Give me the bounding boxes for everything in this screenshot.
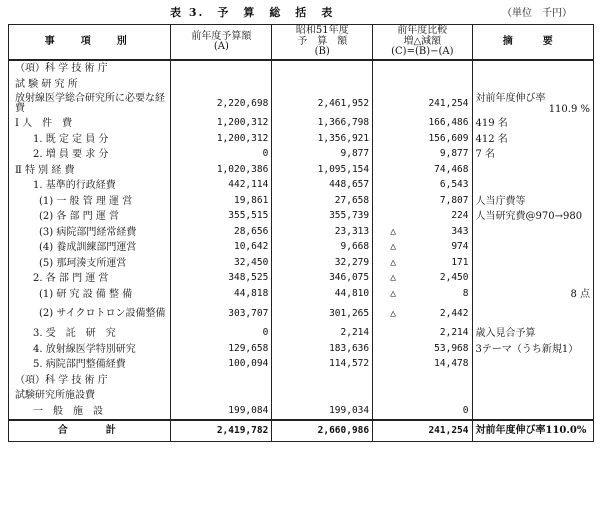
- row-prev-amount: 1,020,386: [171, 163, 272, 179]
- row-curr-amount: [272, 77, 373, 93]
- table-row: [9, 287, 594, 303]
- row-curr-amount: 23,313: [272, 225, 373, 241]
- row-diff-amount: [373, 77, 472, 93]
- row-diff-amount: [373, 178, 472, 194]
- col-header-note: 摘 要: [472, 25, 594, 61]
- row-prev-amount: [171, 388, 272, 404]
- row-prev-amount: 10,642: [171, 240, 272, 256]
- row-diff-amount: [373, 209, 472, 225]
- table-row: [9, 178, 594, 194]
- note-text: 3テーマ（うち新規1）: [475, 343, 579, 355]
- row-note: [472, 194, 594, 210]
- row-item-label: (2) 各 部 門 運 営: [9, 209, 171, 225]
- table-row: [9, 404, 594, 421]
- row-note: [472, 287, 594, 303]
- table-row: [9, 194, 594, 210]
- diff-value: 53,968: [434, 342, 469, 354]
- row-item-label: 1. 既 定 定 員 分: [9, 132, 171, 148]
- row-prev-amount: [171, 60, 272, 77]
- row-prev-amount: 199,084: [171, 404, 272, 421]
- header-row: [9, 25, 594, 61]
- note-text: 歳入見合予算: [475, 328, 536, 339]
- diff-value: 974: [451, 241, 469, 253]
- row-note: [472, 388, 594, 404]
- diff-value: 2,442: [439, 307, 469, 319]
- row-item-label: (2) サイクロトロン設備整備: [9, 302, 171, 326]
- row-prev-amount: 100,094: [171, 357, 272, 373]
- unit-label: （単位 千円）: [502, 8, 572, 19]
- diff-value: 166,486: [428, 117, 469, 129]
- row-curr-amount: 1,366,798: [272, 116, 373, 132]
- col-header-diff-line: 増△減額: [403, 35, 442, 47]
- note-text: 人当庁費等: [475, 195, 526, 207]
- row-note: [472, 116, 594, 132]
- diff-value: 241,254: [428, 97, 469, 109]
- note-count: 8 点: [570, 288, 590, 300]
- diff-value: 14,478: [434, 358, 469, 370]
- row-diff-amount: [373, 373, 472, 389]
- table-row: [9, 77, 594, 93]
- row-note: [472, 302, 594, 326]
- note-text-secondary: 110.9 %: [548, 104, 590, 115]
- table-row: [9, 302, 594, 326]
- row-note: [472, 209, 594, 225]
- row-diff-amount: [373, 357, 472, 373]
- row-note: [472, 357, 594, 373]
- row-item-label: 1. 基準的行政経費: [9, 178, 171, 194]
- diff-value: 171: [451, 256, 469, 268]
- table-row: [9, 116, 594, 132]
- row-item-label: 一 般 施 設: [9, 404, 171, 421]
- row-note: [472, 342, 594, 358]
- diff-value: 6,543: [439, 179, 469, 191]
- table-row: [9, 163, 594, 179]
- total-diff: 241,254: [373, 420, 472, 442]
- row-item-label: 3. 受 託 研 究: [9, 326, 171, 342]
- row-curr-amount: [272, 388, 373, 404]
- row-curr-amount: 27,658: [272, 194, 373, 210]
- row-curr-amount: 355,739: [272, 209, 373, 225]
- col-header-curr-line: 昭和51年度: [295, 25, 349, 37]
- table-row: [9, 388, 594, 404]
- budget-table: [8, 24, 594, 442]
- row-diff-amount: [373, 240, 472, 256]
- decrease-mark: △: [390, 241, 396, 253]
- diff-value: 156,609: [428, 132, 469, 144]
- table-row: [9, 92, 594, 116]
- row-diff-amount: [373, 225, 472, 241]
- row-item-label: （項）科 学 技 術 庁: [9, 373, 171, 389]
- row-note: [472, 225, 594, 241]
- total-curr: 2,660,986: [272, 420, 373, 442]
- row-prev-amount: 348,525: [171, 271, 272, 287]
- row-curr-amount: [272, 373, 373, 389]
- row-diff-amount: [373, 326, 472, 342]
- row-note: [472, 326, 594, 342]
- row-diff-amount: [373, 60, 472, 77]
- col-header-prev-line: 前年度予算額: [191, 30, 252, 42]
- row-note: [472, 147, 594, 163]
- note-text: 412 名: [475, 133, 508, 145]
- row-item-label: 2. 各 部 門 運 営: [9, 271, 171, 287]
- table-row: [9, 240, 594, 256]
- row-item-label: （項）科 学 技 術 庁: [9, 60, 171, 77]
- row-curr-amount: 199,034: [272, 404, 373, 421]
- row-prev-amount: 355,515: [171, 209, 272, 225]
- row-curr-amount: 301,265: [272, 302, 373, 326]
- total-label: 合 計: [9, 420, 171, 442]
- row-item-label: 2. 増 員 要 求 分: [9, 147, 171, 163]
- table-row: [9, 373, 594, 389]
- row-curr-amount: 9,877: [272, 147, 373, 163]
- row-item-label: (5) 那珂湊支所運営: [9, 256, 171, 272]
- row-note: [472, 404, 594, 421]
- table-title: 表 3. 予 算 総 括 表: [170, 6, 335, 19]
- table-row: [9, 147, 594, 163]
- row-prev-amount: [171, 373, 272, 389]
- row-prev-amount: 303,707: [171, 302, 272, 326]
- row-item-label: 5. 病院部門整備経費: [9, 357, 171, 373]
- row-note: [472, 77, 594, 93]
- row-diff-amount: [373, 404, 472, 421]
- note-text: 人当研究費@970→980: [475, 211, 583, 222]
- col-header-prev: [171, 25, 272, 61]
- row-curr-amount: [272, 60, 373, 77]
- row-curr-amount: 2,461,952: [272, 92, 373, 116]
- total-row: [9, 420, 594, 442]
- diff-value: 0: [462, 404, 469, 416]
- row-note: [472, 92, 594, 116]
- row-note: [472, 163, 594, 179]
- row-diff-amount: [373, 92, 472, 116]
- row-curr-amount: 9,668: [272, 240, 373, 256]
- row-item-label: 放射線医学総合研究所に必要な経費: [9, 92, 171, 116]
- row-prev-amount: [171, 77, 272, 93]
- diff-value: 224: [451, 210, 469, 222]
- decrease-mark: △: [390, 287, 396, 299]
- row-curr-amount: 44,810: [272, 287, 373, 303]
- row-diff-amount: [373, 256, 472, 272]
- row-item-label: 4. 放射線医学特別研究: [9, 342, 171, 358]
- diff-value: 2,450: [439, 272, 469, 284]
- col-header-item: 事 項 別: [9, 25, 171, 61]
- table-row: [9, 326, 594, 342]
- row-prev-amount: 44,818: [171, 287, 272, 303]
- row-note: [472, 240, 594, 256]
- col-header-diff: [373, 25, 472, 61]
- total-prev: 2,419,782: [171, 420, 272, 442]
- col-header-prev-line: (A): [213, 41, 229, 52]
- row-prev-amount: 1,200,312: [171, 132, 272, 148]
- table-row: [9, 271, 594, 287]
- row-curr-amount: 346,075: [272, 271, 373, 287]
- col-header-curr: [272, 25, 373, 61]
- row-note: [472, 271, 594, 287]
- row-prev-amount: 1,200,312: [171, 116, 272, 132]
- row-prev-amount: 2,220,698: [171, 92, 272, 116]
- note-text: 419 名: [475, 118, 508, 129]
- note-text: 対前年度伸び率: [475, 92, 546, 104]
- table-row: [9, 209, 594, 225]
- row-item-label: 試 験 研 究 所: [9, 77, 171, 93]
- row-item-label: (3) 病院部門経常経費: [9, 225, 171, 241]
- row-item-label: Ⅱ 特 別 経 費: [9, 163, 171, 179]
- row-curr-amount: 1,356,921: [272, 132, 373, 148]
- note-text: 7 名: [475, 149, 496, 160]
- row-prev-amount: 32,450: [171, 256, 272, 272]
- row-prev-amount: 0: [171, 147, 272, 163]
- table-row: [9, 256, 594, 272]
- decrease-mark: △: [390, 256, 396, 268]
- row-item-label: (1) 一 般 管 理 運 営: [9, 194, 171, 210]
- row-prev-amount: 442,114: [171, 178, 272, 194]
- decrease-mark: △: [390, 307, 396, 319]
- diff-value: 7,807: [439, 194, 469, 206]
- row-note: [472, 132, 594, 148]
- row-note: [472, 178, 594, 194]
- col-header-curr-line: (B): [314, 46, 330, 58]
- diff-value: 2,214: [439, 327, 469, 339]
- decrease-mark: △: [390, 225, 396, 237]
- row-diff-amount: [373, 132, 472, 148]
- row-diff-amount: [373, 116, 472, 132]
- row-curr-amount: 114,572: [272, 357, 373, 373]
- decrease-mark: △: [390, 272, 396, 284]
- table-row: [9, 132, 594, 148]
- total-note: 対前年度伸び率110.0%: [472, 420, 594, 442]
- row-prev-amount: 28,656: [171, 225, 272, 241]
- row-diff-amount: [373, 271, 472, 287]
- table-row: [9, 357, 594, 373]
- row-diff-amount: [373, 302, 472, 326]
- row-prev-amount: 19,861: [171, 194, 272, 210]
- row-curr-amount: 183,636: [272, 342, 373, 358]
- col-header-diff-line: 前年度比較: [397, 25, 448, 37]
- title-bar: [0, 4, 600, 22]
- row-curr-amount: 32,279: [272, 256, 373, 272]
- row-item-label: (1) 研 究 設 備 整 備: [9, 287, 171, 303]
- diff-value: 343: [451, 225, 469, 237]
- row-curr-amount: 1,095,154: [272, 163, 373, 179]
- row-diff-amount: [373, 147, 472, 163]
- row-prev-amount: 0: [171, 326, 272, 342]
- table-row: [9, 342, 594, 358]
- row-curr-amount: 448,657: [272, 178, 373, 194]
- diff-value: 74,468: [434, 163, 469, 175]
- table-row: [9, 225, 594, 241]
- row-note: [472, 60, 594, 77]
- diff-value: 9,877: [439, 148, 469, 160]
- col-header-diff-line: (C)=(B)−(A): [391, 46, 454, 58]
- row-note: [472, 373, 594, 389]
- col-header-curr-line: 予 算 額: [297, 35, 348, 47]
- row-curr-amount: 2,214: [272, 326, 373, 342]
- row-diff-amount: [373, 342, 472, 358]
- row-item-label: (4) 養成訓練部門運営: [9, 240, 171, 256]
- row-diff-amount: [373, 163, 472, 179]
- diff-value: 8: [462, 287, 469, 299]
- table-body: [9, 60, 594, 420]
- row-diff-amount: [373, 388, 472, 404]
- row-item-label: Ⅰ 人 件 費: [9, 116, 171, 132]
- row-diff-amount: [373, 194, 472, 210]
- row-diff-amount: [373, 287, 472, 303]
- table-row: [9, 60, 594, 77]
- row-prev-amount: 129,658: [171, 342, 272, 358]
- row-note: [472, 256, 594, 272]
- row-item-label: 試験研究所施設費: [9, 388, 171, 404]
